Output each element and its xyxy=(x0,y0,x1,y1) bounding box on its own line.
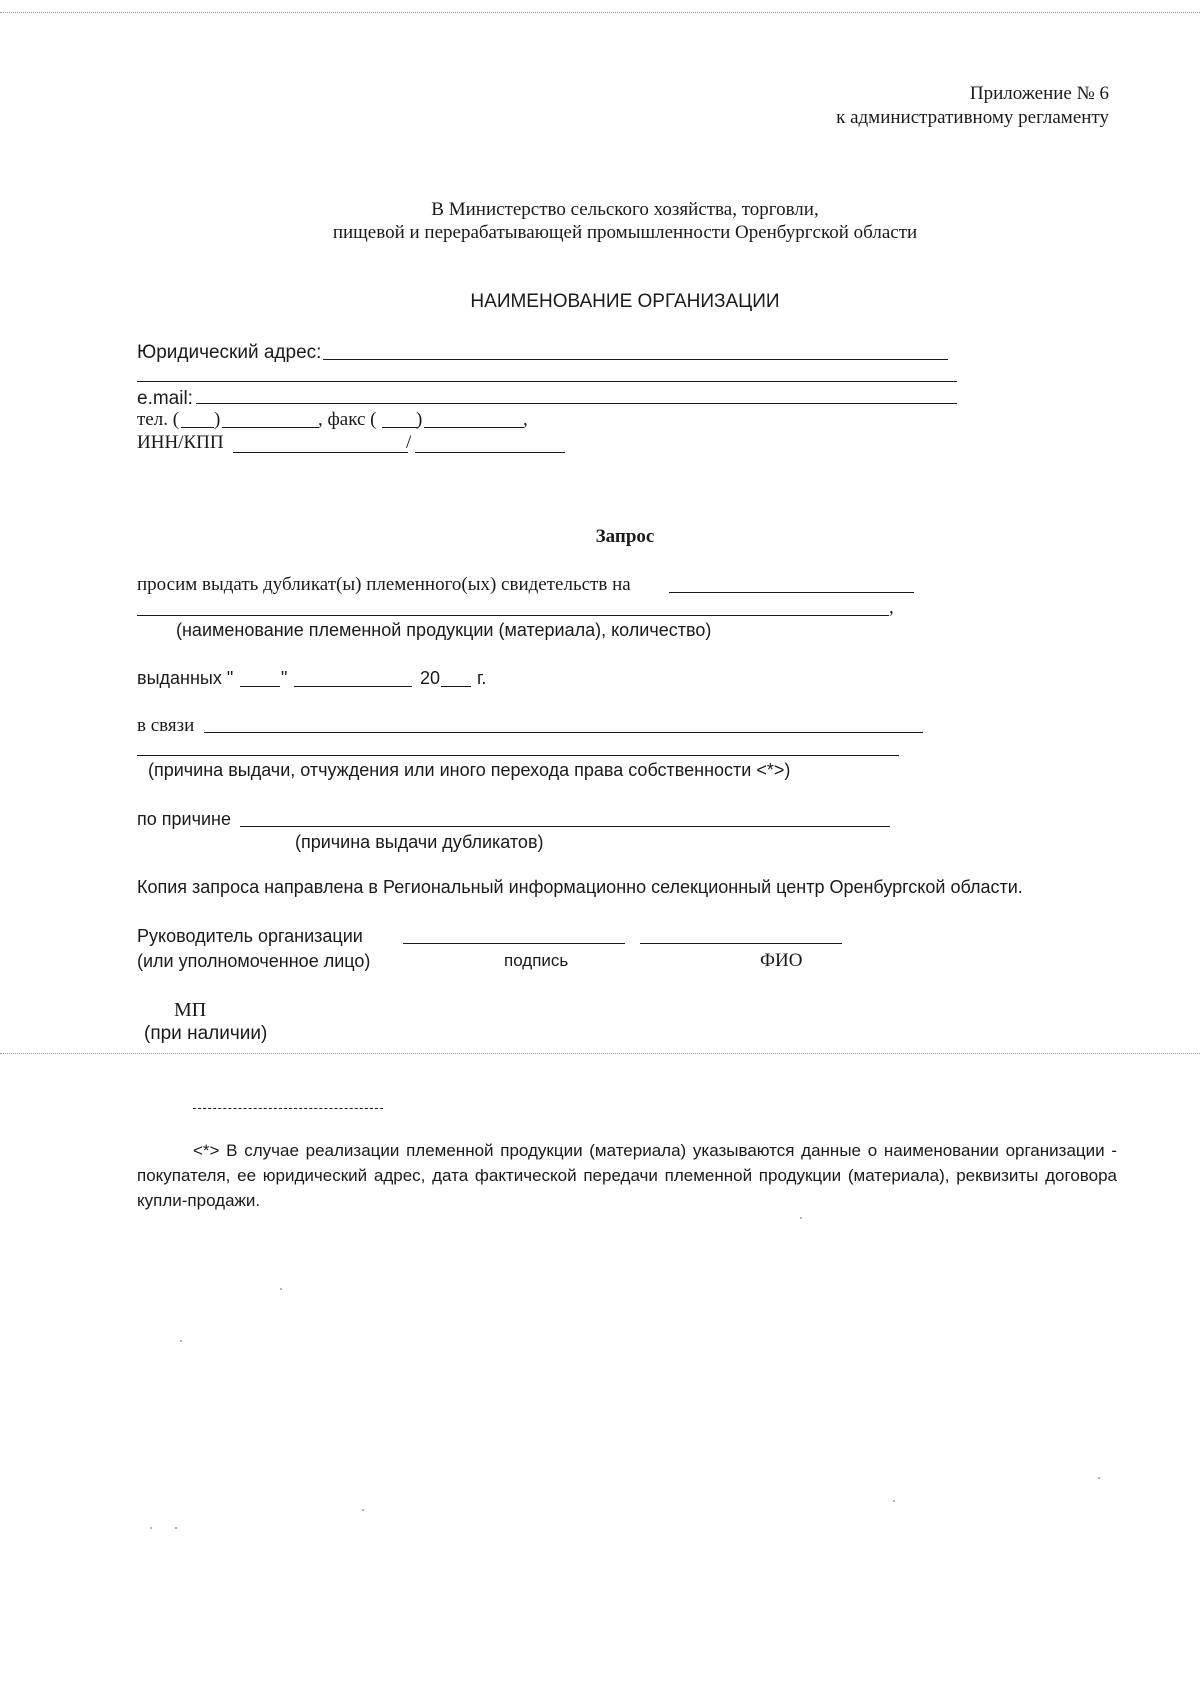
legal-address-field[interactable] xyxy=(323,359,948,360)
copy-note: Копия запроса направлена в Региональный информационно селекционный центр Оренбургской области. xyxy=(137,877,1023,897)
phone-paren: ) xyxy=(214,409,221,430)
scan-speck xyxy=(280,1288,282,1290)
scan-speck xyxy=(175,1527,177,1529)
caption-product: (наименование племенной продукции (материала), количество) xyxy=(176,620,712,640)
product-field-line-2[interactable] xyxy=(137,615,889,616)
fax-label: , факс ( xyxy=(318,409,377,430)
stamp-caption: (при наличии) xyxy=(144,1023,268,1044)
issued-quote: " xyxy=(281,668,288,688)
phone-code-field[interactable] xyxy=(181,427,214,428)
caption-duplicate: (причина выдачи дубликатов) xyxy=(295,832,544,852)
footnote-separator xyxy=(193,1108,383,1109)
email-field[interactable] xyxy=(196,403,957,404)
kpp-field[interactable] xyxy=(415,452,565,453)
scan-fold-line xyxy=(0,1053,1200,1054)
scan-speck xyxy=(893,1500,895,1502)
product-line-comma: , xyxy=(889,597,894,618)
issued-label: выданных " xyxy=(137,668,234,688)
signature-head-line-1: Руководитель организации xyxy=(137,926,363,946)
reason-field[interactable] xyxy=(240,826,890,827)
stamp-label: МП xyxy=(174,999,207,1021)
issued-month-field[interactable] xyxy=(294,686,412,687)
issued-year-prefix: 20 xyxy=(420,668,441,688)
phone-label: тел. ( xyxy=(137,409,180,430)
addressee-line-2: пищевой и перерабатывающей промышленности Оренбургской области xyxy=(332,222,918,243)
issued-year-field[interactable] xyxy=(441,686,471,687)
issued-year-suffix: г. xyxy=(477,668,487,688)
request-title: Запрос xyxy=(595,526,655,547)
fax-paren: ) xyxy=(416,409,423,430)
email-label: e.mail: xyxy=(137,388,193,409)
product-field[interactable] xyxy=(669,592,914,593)
inn-field[interactable] xyxy=(233,452,408,453)
scan-speck xyxy=(800,1217,802,1219)
reason-label: по причине xyxy=(137,809,231,829)
inn-kpp-slash: / xyxy=(406,432,412,453)
issued-day-field[interactable] xyxy=(240,686,280,687)
signature-field[interactable] xyxy=(403,943,625,944)
footnote: <*> В случае реализации племенной продукции (материала) указываются данные о наименовании организации - покупателя, ее юридический адрес, дата фактической передачи племенной продукции (материала), реквизиты договора купли-продажи. xyxy=(137,1141,1117,1210)
scan-speck xyxy=(180,1340,182,1342)
addressee-line-1: В Министерство сельского хозяйства, торговли, xyxy=(431,199,819,220)
scan-edge-top xyxy=(0,12,1200,13)
connection-label: в связи xyxy=(137,715,195,736)
full-name-caption: ФИО xyxy=(760,950,803,971)
signature-caption: подпись xyxy=(504,951,569,970)
fax-code-field[interactable] xyxy=(382,427,418,428)
fax-comma: , xyxy=(523,409,528,430)
connection-field-line-2[interactable] xyxy=(137,755,899,756)
signature-head-line-2: (или уполномоченное лицо) xyxy=(137,951,371,971)
legal-address-field-line-2[interactable] xyxy=(137,381,957,382)
scan-speck xyxy=(150,1527,152,1529)
appendix-line-2: к административному регламенту xyxy=(836,107,1109,128)
caption-reason: (причина выдачи, отчуждения или иного перехода права собственности <*>) xyxy=(148,760,791,780)
appendix-line-1: Приложение № 6 xyxy=(969,83,1109,104)
scan-speck xyxy=(362,1509,364,1511)
request-line-1: просим выдать дубликат(ы) племенного(ых) свидетельств на xyxy=(137,574,631,595)
full-name-field[interactable] xyxy=(640,943,842,944)
scan-speck xyxy=(1098,1477,1100,1479)
legal-address-label: Юридический адрес: xyxy=(137,342,322,363)
phone-number-field[interactable] xyxy=(222,427,319,428)
organization-name-heading: НАИМЕНОВАНИЕ ОРГАНИЗАЦИИ xyxy=(470,291,780,312)
fax-number-field[interactable] xyxy=(424,427,524,428)
inn-kpp-label: ИНН/КПП xyxy=(137,432,224,453)
connection-field[interactable] xyxy=(204,732,923,733)
